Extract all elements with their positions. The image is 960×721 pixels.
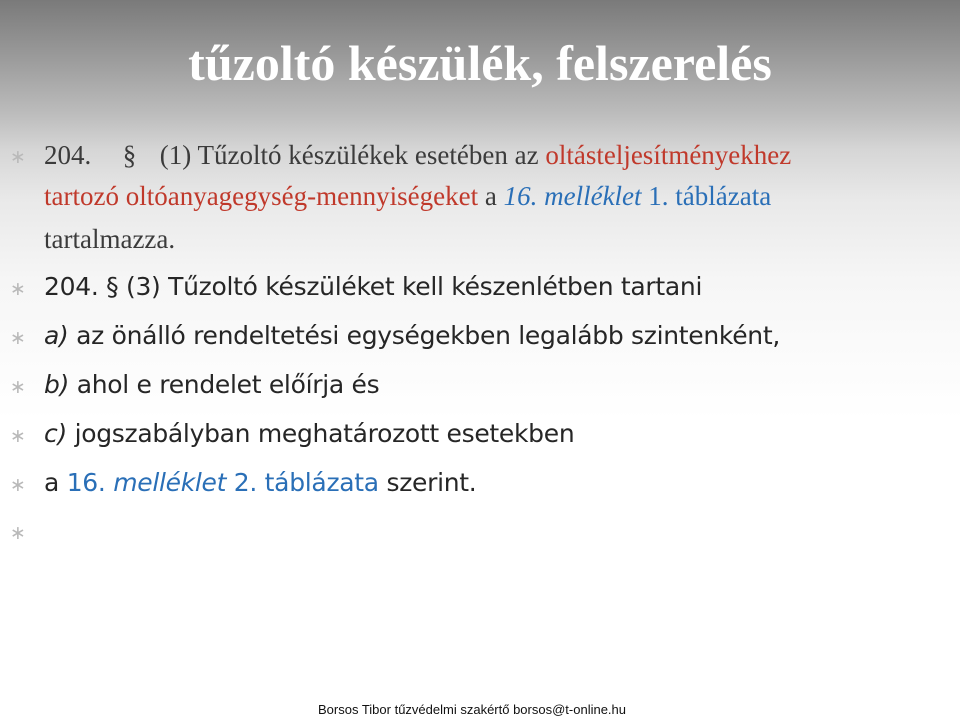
item-a-label: a) xyxy=(44,321,69,350)
item-b xyxy=(44,370,379,399)
para1-tail: tartalmazza. xyxy=(44,224,176,254)
para1-line2 xyxy=(44,181,771,212)
para2-line xyxy=(44,272,702,301)
bullet-icon: ∗ xyxy=(10,278,26,300)
footer: Borsos Tibor tűzvédelmi szakértő borsos@t-online.hu xyxy=(318,702,627,717)
bullet-icon: ∗ xyxy=(10,146,26,168)
para2-text: (3) Tűzoltó készüléket kell készenlétben tartani xyxy=(125,272,703,301)
section-sign: § xyxy=(106,272,119,301)
closing-tail: szerint. xyxy=(386,468,477,497)
item-a-text: az önálló rendeltetési egységekben legalább szintenként, xyxy=(76,321,780,350)
para2-number: 204. xyxy=(44,272,99,301)
item-b-label: b) xyxy=(44,370,70,399)
bullet-icon: ∗ xyxy=(10,327,26,349)
bullet-icon: ∗ xyxy=(10,425,26,447)
item-c-label: c) xyxy=(44,419,67,448)
para1-highlight-1: oltásteljesítményekhez xyxy=(545,140,792,170)
bullet-icon: ∗ xyxy=(10,474,26,496)
item-c xyxy=(44,419,574,448)
closing-ref-word: melléklet xyxy=(113,468,227,497)
item-c-text: jogszabályban meghatározott esetekben xyxy=(74,419,575,448)
closing-line xyxy=(44,468,476,497)
closing-a: a xyxy=(44,468,60,497)
para1-line3 xyxy=(44,224,175,255)
para1-ref-table: 1. táblázata xyxy=(648,181,772,211)
section-sign: § xyxy=(122,140,137,170)
bullet-icon: ∗ xyxy=(10,376,26,398)
para1-number: 204. xyxy=(44,140,92,170)
para1-a: a xyxy=(484,181,497,211)
para1-ref-word: melléklet xyxy=(544,181,642,211)
closing-ref-number: 16. xyxy=(66,468,106,497)
slide-title: tűzoltó készülék, felszerelés xyxy=(188,35,772,91)
bullet-icon: ∗ xyxy=(10,522,26,544)
item-a xyxy=(44,321,780,350)
closing-ref-table: 2. táblázata xyxy=(233,468,379,497)
item-b-text: ahol e rendelet előírja és xyxy=(76,370,380,399)
para1-line1 xyxy=(44,140,791,171)
para1-text: (1) Tűzoltó készülékek esetében az xyxy=(159,140,539,170)
para1-ref-number: 16. xyxy=(503,181,538,211)
para1-highlight-2: tartozó oltóanyagegység-mennyiségeket xyxy=(44,181,479,211)
